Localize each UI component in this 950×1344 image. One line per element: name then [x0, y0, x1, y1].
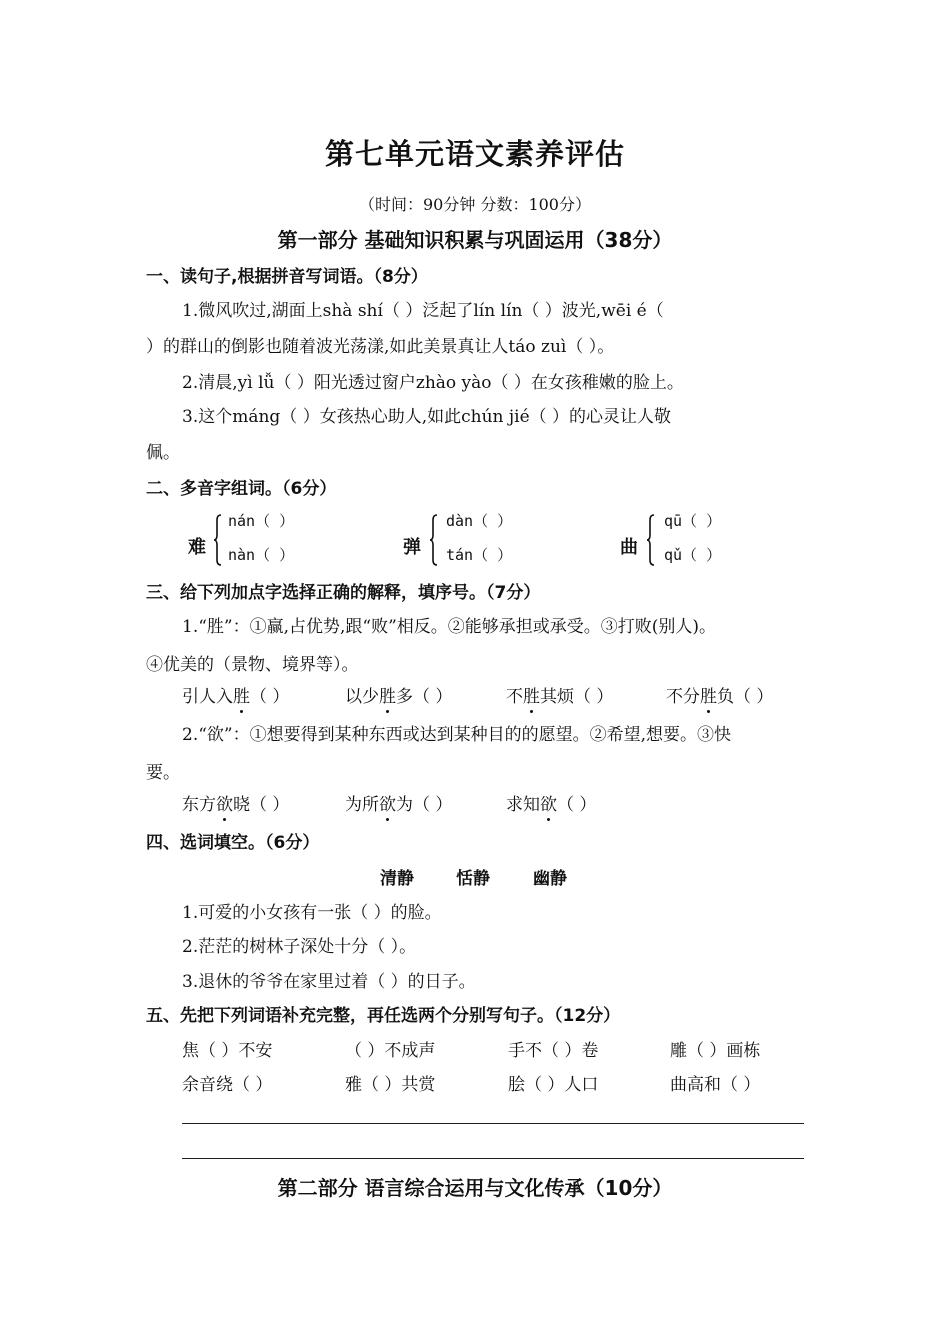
section4-heading: 四、选词填空。（6分） — [146, 833, 320, 853]
s3-q1-definition-cont: ④优美的（景物、境界等）。 — [146, 655, 359, 675]
word-option: 幽静 — [533, 869, 567, 889]
s4-line3: 3.退休的爷爷在家里过着（ ）的日子。 — [182, 972, 476, 992]
pinyin-bottom: tán（ ） — [446, 546, 513, 564]
s1-line1: 1.微风吹过,湖面上shà shí（ ）泛起了lín lín（ ）波光,wēi é（ — [182, 301, 664, 321]
s3-q1-item: 不胜其烦（ ） — [506, 687, 614, 707]
pinyin-bottom: qǔ（ ） — [664, 546, 722, 564]
exam-info: （时间：90分钟 分数：100分） — [359, 195, 591, 214]
s3-q1-item: 引人入胜（ ） — [182, 687, 290, 707]
s1-line3: 2.清晨,yì lǚ（ ）阳光透过窗户zhào yào（ ）在女孩稚嫩的脸上。 — [182, 373, 684, 393]
part2-heading: 第二部分 语言综合运用与文化传承（10分） — [277, 1176, 673, 1200]
idiom-item: 雕（ ）画栋 — [670, 1041, 761, 1061]
idiom-item: 余音绕（ ） — [182, 1075, 273, 1095]
idiom-item: 焦（ ）不安 — [182, 1041, 273, 1061]
polyphone-char: 弹 — [403, 537, 421, 558]
s4-line2: 2.茫茫的树林子深处十分（ ）。 — [182, 937, 417, 957]
answer-line[interactable] — [182, 1123, 804, 1124]
polyphone-char: 难 — [188, 537, 206, 558]
pinyin-top: nán（ ） — [228, 512, 295, 530]
polyphone-char: 曲 — [620, 537, 638, 558]
s3-q1-item: 以少胜多（ ） — [345, 687, 453, 707]
section3-heading: 三、给下列加点字选择正确的解释，填序号。（7分） — [146, 583, 541, 603]
answer-line[interactable] — [182, 1158, 804, 1159]
brace-icon — [214, 514, 222, 566]
brace-icon — [647, 514, 655, 566]
s1-line2: ）的群山的倒影也随着波光荡漾,如此美景真让人táo zuì（ ）。 — [146, 337, 615, 357]
idiom-item: （ ）不成声 — [345, 1041, 436, 1061]
section5-heading: 五、先把下列词语补充完整，再任选两个分别写句子。（12分） — [146, 1006, 621, 1026]
s3-q2-definition-cont: 要。 — [146, 763, 180, 783]
section2-heading: 二、多音字组词。（6分） — [146, 479, 337, 499]
s1-line4: 3.这个máng（ ）女孩热心助人,如此chún jié（ ）的心灵让人敬 — [182, 407, 672, 427]
idiom-item: 雅（ ）共赏 — [345, 1075, 436, 1095]
part1-heading: 第一部分 基础知识积累与巩固运用（38分） — [277, 228, 673, 252]
pinyin-bottom: nàn（ ） — [228, 546, 295, 564]
s3-q2-item: 东方欲晓（ ） — [182, 795, 290, 815]
pinyin-top: qū（ ） — [664, 512, 722, 530]
idiom-item: 脍（ ）人口 — [508, 1075, 599, 1095]
brace-icon — [430, 514, 438, 566]
idiom-item: 曲高和（ ） — [670, 1075, 761, 1095]
s3-q2-item: 为所欲为（ ） — [345, 795, 453, 815]
idiom-item: 手不（ ）卷 — [508, 1041, 599, 1061]
pinyin-top: dàn（ ） — [446, 512, 513, 530]
section1-heading: 一、读句子,根据拼音写词语。（8分） — [146, 267, 428, 287]
s3-q1-definition: 1.“胜”：①赢,占优势,跟“败”相反。②能够承担或承受。③打败(别人)。 — [182, 617, 717, 637]
s4-line1: 1.可爱的小女孩有一张（ ）的脸。 — [182, 903, 442, 923]
page-title: 第七单元语文素养评估 — [324, 137, 625, 171]
word-option: 清静 — [380, 869, 414, 889]
word-option: 恬静 — [456, 869, 490, 889]
s3-q2-item: 求知欲（ ） — [506, 795, 597, 815]
s3-q2-definition: 2.“欲”：①想要得到某种东西或达到某种目的的愿望。②希望,想要。③快 — [182, 725, 732, 745]
s1-line5: 佩。 — [146, 443, 180, 463]
s3-q1-item: 不分胜负（ ） — [666, 687, 774, 707]
